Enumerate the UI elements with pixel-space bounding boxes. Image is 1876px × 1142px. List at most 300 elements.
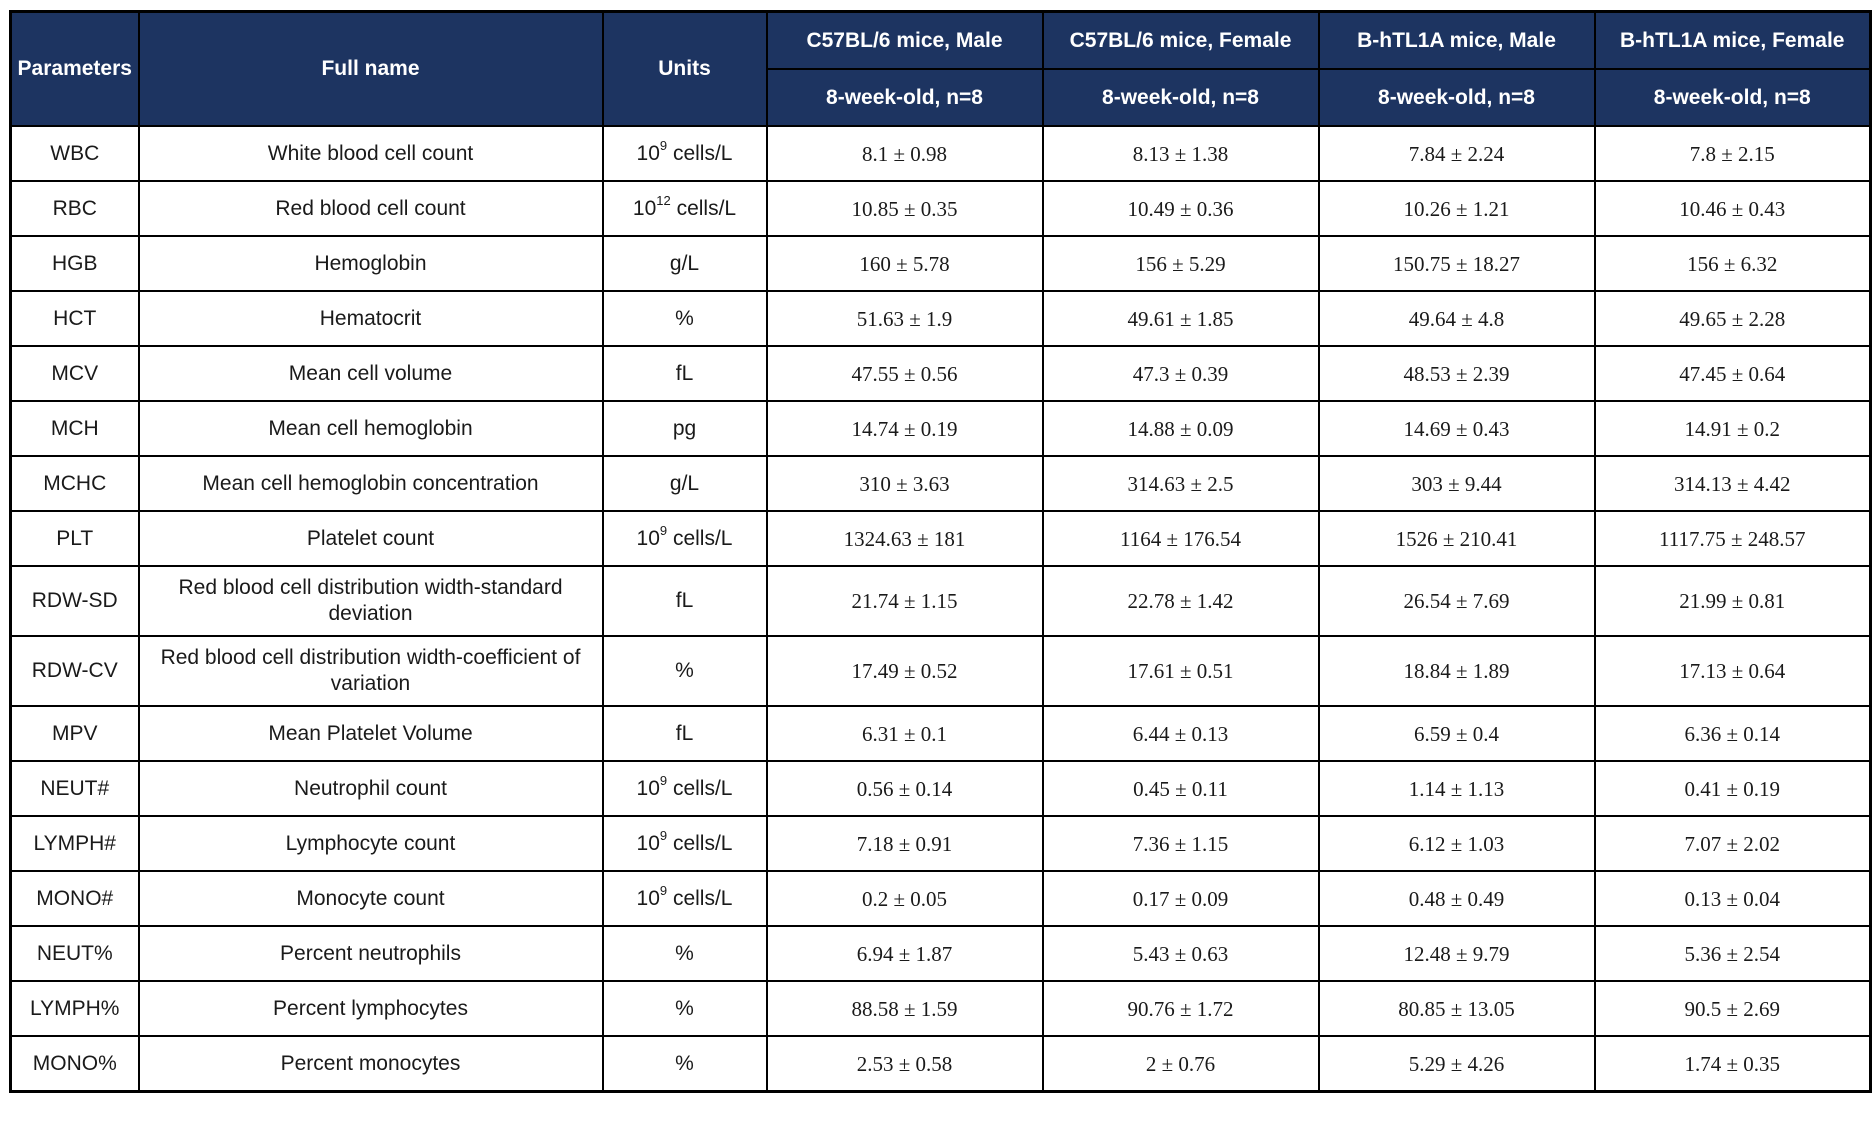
unit-exponent: 9 [659, 137, 668, 153]
value-text: 21.74 ± 1.15 [851, 589, 958, 613]
table-row-mchc [11, 456, 1871, 511]
parameter-text: HGB [51, 251, 98, 275]
cell-value-htl1a-male [1319, 761, 1595, 816]
cell-units [603, 291, 767, 346]
cell-value-c57-male [767, 236, 1043, 291]
full-name-text: Hematocrit [319, 306, 422, 330]
cell-value-c57-female [1043, 1036, 1319, 1092]
cell-value-htl1a-male [1319, 706, 1595, 761]
table-header [11, 12, 1871, 127]
value-text: 10.46 ± 0.43 [1679, 196, 1786, 221]
unit-base: pg [672, 416, 697, 440]
value-text: 156 ± 5.29 [1135, 251, 1226, 276]
cell-value-htl1a-male [1319, 566, 1595, 636]
cell-full-name [139, 981, 603, 1036]
value-text: 0.41 ± 0.19 [1684, 776, 1781, 801]
cell-value-c57-female [1043, 456, 1319, 511]
cell-full-name [139, 346, 603, 401]
cell-value-c57-female [1043, 871, 1319, 926]
cell-parameter [11, 871, 139, 926]
unit-base: g/L [669, 251, 700, 275]
cell-value-htl1a-female [1595, 346, 1871, 401]
header-group-subtitle: 8-week-old, n=8 [1595, 69, 1871, 126]
cell-value-htl1a-female [1595, 291, 1871, 346]
value-text: 10.26 ± 1.21 [1403, 196, 1510, 221]
value-text: 14.88 ± 0.09 [1127, 416, 1234, 441]
value-text: 48.53 ± 2.39 [1403, 361, 1510, 386]
value-text: 5.29 ± 4.26 [1408, 1051, 1505, 1076]
cell-units [603, 456, 767, 511]
cell-value-c57-male [767, 981, 1043, 1036]
units-text [675, 307, 694, 330]
cell-full-name [139, 236, 603, 291]
cell-value-c57-female [1043, 636, 1319, 706]
unit-base: 10 [636, 141, 660, 165]
cell-value-htl1a-female [1595, 456, 1871, 511]
cell-value-c57-female [1043, 346, 1319, 401]
value-text: 10.85 ± 0.35 [851, 196, 958, 221]
header-group-title: C57BL/6 mice, Male [767, 12, 1043, 70]
table-row-mono [11, 1036, 1871, 1092]
cell-value-c57-female [1043, 291, 1319, 346]
value-text: 1.14 ± 1.13 [1408, 776, 1505, 801]
cell-value-c57-male [767, 291, 1043, 346]
unit-base: 10 [632, 196, 657, 220]
parameter-text: MPV [51, 721, 98, 745]
parameter-text: MCHC [43, 471, 107, 495]
parameter-text: MONO% [32, 1051, 117, 1075]
cell-value-htl1a-male [1319, 346, 1595, 401]
cell-units [603, 871, 767, 926]
value-text: 2 ± 0.76 [1145, 1051, 1216, 1076]
header-group-subtitle: 8-week-old, n=8 [767, 69, 1043, 126]
value-text: 47.55 ± 0.56 [851, 361, 958, 386]
table-row-mpv [11, 706, 1871, 761]
parameter-text: MONO# [36, 886, 114, 910]
units-text [636, 522, 733, 550]
cell-value-htl1a-female [1595, 126, 1871, 181]
value-text: 14.91 ± 0.2 [1684, 416, 1781, 441]
cell-value-c57-male [767, 401, 1043, 456]
parameter-text: PLT [56, 526, 94, 550]
cell-value-c57-female [1043, 706, 1319, 761]
cell-full-name [139, 126, 603, 181]
table-row-wbc [11, 126, 1871, 181]
full-name-text: Percent lymphocytes [273, 996, 468, 1020]
value-text: 0.45 ± 0.11 [1133, 776, 1228, 801]
cell-value-htl1a-male [1319, 291, 1595, 346]
unit-exponent: 9 [659, 882, 668, 898]
units-text [676, 362, 694, 385]
full-name-text: Hemoglobin [314, 251, 427, 275]
value-text: 80.85 ± 13.05 [1398, 996, 1515, 1021]
unit-base: fL [675, 361, 694, 385]
value-text: 49.65 ± 2.28 [1679, 306, 1786, 331]
value-text: 8.13 ± 1.38 [1132, 141, 1229, 166]
cell-value-c57-male [767, 346, 1043, 401]
hematology-table [9, 10, 1872, 1093]
cell-parameter [11, 346, 139, 401]
units-text [636, 882, 733, 910]
unit-rest: cells/L [667, 141, 733, 165]
cell-full-name [139, 291, 603, 346]
value-text: 51.63 ± 1.9 [856, 306, 953, 331]
units-text [676, 589, 694, 612]
cell-value-c57-male [767, 926, 1043, 981]
cell-value-c57-male [767, 566, 1043, 636]
value-text: 14.74 ± 0.19 [851, 416, 958, 441]
parameter-text: NEUT# [40, 776, 110, 800]
cell-units [603, 926, 767, 981]
value-text: 314.63 ± 2.5 [1127, 471, 1234, 496]
cell-value-c57-male [767, 636, 1043, 706]
cell-full-name [139, 456, 603, 511]
value-text: 0.48 ± 0.49 [1408, 886, 1505, 911]
value-text: 1526 ± 210.41 [1395, 526, 1518, 551]
unit-exponent: 9 [659, 772, 668, 788]
value-text: 90.5 ± 2.69 [1684, 996, 1781, 1021]
unit-base: % [675, 659, 694, 682]
table-body [11, 126, 1871, 1092]
cell-value-htl1a-female [1595, 926, 1871, 981]
cell-value-htl1a-female [1595, 981, 1871, 1036]
value-text: 12.48 ± 9.79 [1403, 941, 1510, 966]
parameter-text: RDW-SD [31, 589, 118, 612]
value-text: 26.54 ± 7.69 [1403, 589, 1510, 613]
units-text [673, 417, 696, 440]
cell-units [603, 636, 767, 706]
cell-parameter [11, 291, 139, 346]
table-row-mono [11, 871, 1871, 926]
value-text: 17.49 ± 0.52 [851, 659, 958, 683]
value-text: 1164 ± 176.54 [1120, 526, 1241, 551]
unit-exponent: 9 [659, 827, 668, 843]
cell-value-c57-female [1043, 981, 1319, 1036]
cell-value-htl1a-male [1319, 511, 1595, 566]
value-text: 0.2 ± 0.05 [861, 886, 948, 911]
cell-parameter [11, 761, 139, 816]
cell-units [603, 126, 767, 181]
full-name-text: Monocyte count [296, 886, 445, 910]
full-name-text: Red blood cell count [275, 196, 466, 220]
value-text: 0.13 ± 0.04 [1684, 886, 1781, 911]
unit-exponent: 9 [659, 522, 668, 538]
value-text: 49.64 ± 4.8 [1408, 306, 1505, 331]
cell-full-name [139, 401, 603, 456]
full-name-text: Mean cell hemoglobin [268, 416, 473, 440]
value-text: 0.17 ± 0.09 [1132, 886, 1229, 911]
header-group-title: B-hTL1A mice, Female [1595, 12, 1871, 70]
cell-value-htl1a-female [1595, 401, 1871, 456]
full-name-text: Mean cell volume [288, 361, 453, 385]
cell-parameter [11, 706, 139, 761]
full-name-text: Mean Platelet Volume [268, 721, 473, 745]
cell-value-c57-male [767, 456, 1043, 511]
full-name-text: White blood cell count [267, 141, 474, 165]
value-text: 47.45 ± 0.64 [1679, 361, 1786, 386]
value-text: 17.13 ± 0.64 [1679, 659, 1786, 683]
cell-value-htl1a-male [1319, 636, 1595, 706]
header-group-title: C57BL/6 mice, Female [1043, 12, 1319, 70]
unit-base: g/L [669, 471, 700, 495]
cell-value-c57-male [767, 816, 1043, 871]
cell-units [603, 1036, 767, 1092]
unit-rest: cells/L [667, 776, 733, 800]
cell-value-c57-male [767, 1036, 1043, 1092]
hematology-table-container [9, 10, 1869, 1093]
value-text: 2.53 ± 0.58 [856, 1051, 953, 1076]
unit-base: 10 [636, 776, 660, 800]
value-text: 0.56 ± 0.14 [856, 776, 953, 801]
cell-full-name [139, 871, 603, 926]
unit-rest: cells/L [667, 526, 733, 550]
value-text: 6.59 ± 0.4 [1413, 721, 1500, 746]
cell-parameter [11, 236, 139, 291]
value-text: 18.84 ± 1.89 [1403, 659, 1510, 683]
cell-units [603, 706, 767, 761]
parameter-text: LYMPH% [30, 996, 120, 1020]
header-full-name: Full name [139, 12, 603, 127]
unit-base: 10 [636, 831, 660, 855]
value-text: 7.36 ± 1.15 [1132, 831, 1229, 856]
full-name-text: Lymphocyte count [285, 831, 456, 855]
units-text [636, 827, 733, 855]
value-text: 10.49 ± 0.36 [1127, 196, 1234, 221]
table-row-mcv [11, 346, 1871, 401]
cell-value-c57-male [767, 706, 1043, 761]
full-name-text: Mean cell hemoglobin concentration [202, 471, 539, 495]
parameter-text: RBC [52, 196, 97, 220]
cell-value-c57-male [767, 126, 1043, 181]
unit-base: % [675, 306, 694, 330]
value-text: 7.18 ± 0.91 [856, 831, 953, 856]
units-text [675, 659, 694, 682]
cell-units [603, 181, 767, 236]
full-name-text: Neutrophil count [294, 776, 447, 800]
parameter-text: LYMPH# [33, 831, 116, 855]
cell-units [603, 981, 767, 1036]
unit-base: fL [675, 721, 694, 745]
value-text: 17.61 ± 0.51 [1127, 659, 1234, 683]
units-text [670, 472, 699, 495]
cell-parameter [11, 636, 139, 706]
cell-value-c57-female [1043, 181, 1319, 236]
units-text [632, 192, 737, 220]
cell-value-c57-male [767, 871, 1043, 926]
value-text: 5.43 ± 0.63 [1132, 941, 1229, 966]
cell-value-htl1a-male [1319, 401, 1595, 456]
header-group-subtitle: 8-week-old, n=8 [1319, 69, 1595, 126]
unit-rest: cells/L [667, 831, 733, 855]
cell-full-name [139, 926, 603, 981]
value-text: 1324.63 ± 181 [843, 526, 966, 551]
cell-full-name [139, 1036, 603, 1092]
value-text: 1117.75 ± 248.57 [1659, 526, 1806, 551]
unit-rest: cells/L [670, 196, 737, 220]
value-text: 7.8 ± 2.15 [1689, 141, 1775, 166]
cell-parameter [11, 181, 139, 236]
units-text [675, 997, 694, 1020]
value-text: 7.07 ± 2.02 [1684, 831, 1781, 856]
cell-parameter [11, 926, 139, 981]
unit-base: 10 [636, 526, 660, 550]
cell-value-htl1a-female [1595, 706, 1871, 761]
cell-parameter [11, 126, 139, 181]
cell-value-c57-female [1043, 816, 1319, 871]
full-name-text: Platelet count [306, 526, 435, 550]
units-text [675, 942, 694, 965]
parameter-text: MCH [50, 416, 99, 440]
cell-value-c57-male [767, 181, 1043, 236]
cell-value-c57-female [1043, 401, 1319, 456]
units-text [675, 1052, 694, 1075]
header-group-title: B-hTL1A mice, Male [1319, 12, 1595, 70]
cell-full-name [139, 761, 603, 816]
cell-value-c57-female [1043, 236, 1319, 291]
table-row-rbc [11, 181, 1871, 236]
unit-rest: cells/L [667, 886, 733, 910]
cell-value-htl1a-male [1319, 981, 1595, 1036]
parameter-text: HCT [53, 306, 97, 330]
cell-value-c57-male [767, 511, 1043, 566]
table-row-plt [11, 511, 1871, 566]
cell-parameter [11, 511, 139, 566]
value-text: 1.74 ± 0.35 [1684, 1051, 1781, 1076]
header-group-subtitle: 8-week-old, n=8 [1043, 69, 1319, 126]
value-text: 5.36 ± 2.54 [1684, 941, 1781, 966]
units-text [676, 722, 694, 745]
cell-value-htl1a-female [1595, 236, 1871, 291]
value-text: 47.3 ± 0.39 [1132, 361, 1229, 386]
parameter-text: NEUT% [36, 941, 113, 965]
value-text: 6.12 ± 1.03 [1408, 831, 1505, 856]
cell-value-htl1a-female [1595, 511, 1871, 566]
full-name-text: Red blood cell distribution width-coefficient of variation [160, 646, 581, 695]
table-row-hgb [11, 236, 1871, 291]
cell-value-htl1a-male [1319, 816, 1595, 871]
cell-parameter [11, 1036, 139, 1092]
cell-parameter [11, 401, 139, 456]
cell-value-c57-female [1043, 761, 1319, 816]
header-parameters: Parameters [11, 12, 139, 127]
cell-units [603, 511, 767, 566]
parameter-text: WBC [50, 141, 100, 165]
cell-value-c57-male [767, 761, 1043, 816]
value-text: 310 ± 3.63 [859, 471, 950, 496]
value-text: 49.61 ± 1.85 [1127, 306, 1234, 331]
cell-full-name [139, 816, 603, 871]
cell-value-htl1a-male [1319, 871, 1595, 926]
cell-units [603, 346, 767, 401]
full-name-text: Red blood cell distribution width-standard deviation [178, 576, 563, 625]
cell-value-c57-female [1043, 926, 1319, 981]
cell-value-htl1a-male [1319, 126, 1595, 181]
cell-value-htl1a-female [1595, 1036, 1871, 1092]
units-text [636, 137, 733, 165]
cell-value-htl1a-male [1319, 456, 1595, 511]
table-row-rdw-sd [11, 566, 1871, 636]
header-row-1 [11, 12, 1871, 70]
cell-full-name [139, 706, 603, 761]
cell-value-htl1a-male [1319, 181, 1595, 236]
cell-parameter [11, 566, 139, 636]
full-name-text: Percent monocytes [280, 1051, 461, 1075]
units-text [670, 252, 699, 275]
value-text: 156 ± 6.32 [1687, 251, 1778, 276]
cell-units [603, 761, 767, 816]
cell-full-name [139, 636, 603, 706]
parameter-text: RDW-CV [31, 659, 118, 682]
cell-value-c57-female [1043, 511, 1319, 566]
value-text: 8.1 ± 0.98 [861, 141, 948, 166]
table-row-lymph [11, 816, 1871, 871]
cell-value-htl1a-female [1595, 181, 1871, 236]
cell-full-name [139, 181, 603, 236]
cell-full-name [139, 566, 603, 636]
value-text: 7.84 ± 2.24 [1408, 141, 1505, 166]
cell-value-htl1a-female [1595, 761, 1871, 816]
cell-value-htl1a-male [1319, 926, 1595, 981]
table-row-hct [11, 291, 1871, 346]
value-text: 90.76 ± 1.72 [1127, 996, 1234, 1021]
full-name-text: Percent neutrophils [280, 941, 461, 965]
cell-value-htl1a-female [1595, 871, 1871, 926]
table-row-mch [11, 401, 1871, 456]
table-row-neut [11, 761, 1871, 816]
table-row-neut [11, 926, 1871, 981]
value-text: 6.36 ± 0.14 [1684, 721, 1781, 746]
cell-parameter [11, 456, 139, 511]
cell-value-c57-female [1043, 126, 1319, 181]
cell-units [603, 236, 767, 291]
unit-base: 10 [636, 886, 660, 910]
cell-value-htl1a-male [1319, 1036, 1595, 1092]
unit-base: % [675, 1051, 694, 1075]
cell-value-htl1a-female [1595, 816, 1871, 871]
cell-parameter [11, 816, 139, 871]
value-text: 160 ± 5.78 [859, 251, 950, 276]
value-text: 6.94 ± 1.87 [856, 941, 953, 966]
header-units: Units [603, 12, 767, 127]
cell-value-c57-female [1043, 566, 1319, 636]
cell-full-name [139, 511, 603, 566]
value-text: 6.31 ± 0.1 [861, 721, 948, 746]
value-text: 303 ± 9.44 [1411, 471, 1502, 496]
value-text: 22.78 ± 1.42 [1127, 589, 1234, 613]
value-text: 14.69 ± 0.43 [1403, 416, 1510, 441]
value-text: 21.99 ± 0.81 [1679, 589, 1786, 613]
unit-base: % [675, 941, 694, 965]
cell-parameter [11, 981, 139, 1036]
table-row-rdw-cv [11, 636, 1871, 706]
cell-units [603, 816, 767, 871]
units-text [636, 772, 733, 800]
value-text: 6.44 ± 0.13 [1132, 721, 1229, 746]
cell-value-htl1a-female [1595, 566, 1871, 636]
cell-units [603, 401, 767, 456]
table-row-lymph [11, 981, 1871, 1036]
unit-exponent: 12 [656, 192, 671, 208]
unit-base: fL [675, 589, 694, 612]
cell-units [603, 566, 767, 636]
cell-value-htl1a-male [1319, 236, 1595, 291]
value-text: 314.13 ± 4.42 [1673, 471, 1791, 496]
value-text: 150.75 ± 18.27 [1392, 251, 1521, 276]
cell-value-htl1a-female [1595, 636, 1871, 706]
unit-base: % [675, 996, 694, 1020]
parameter-text: MCV [51, 361, 99, 385]
value-text: 88.58 ± 1.59 [851, 996, 958, 1021]
